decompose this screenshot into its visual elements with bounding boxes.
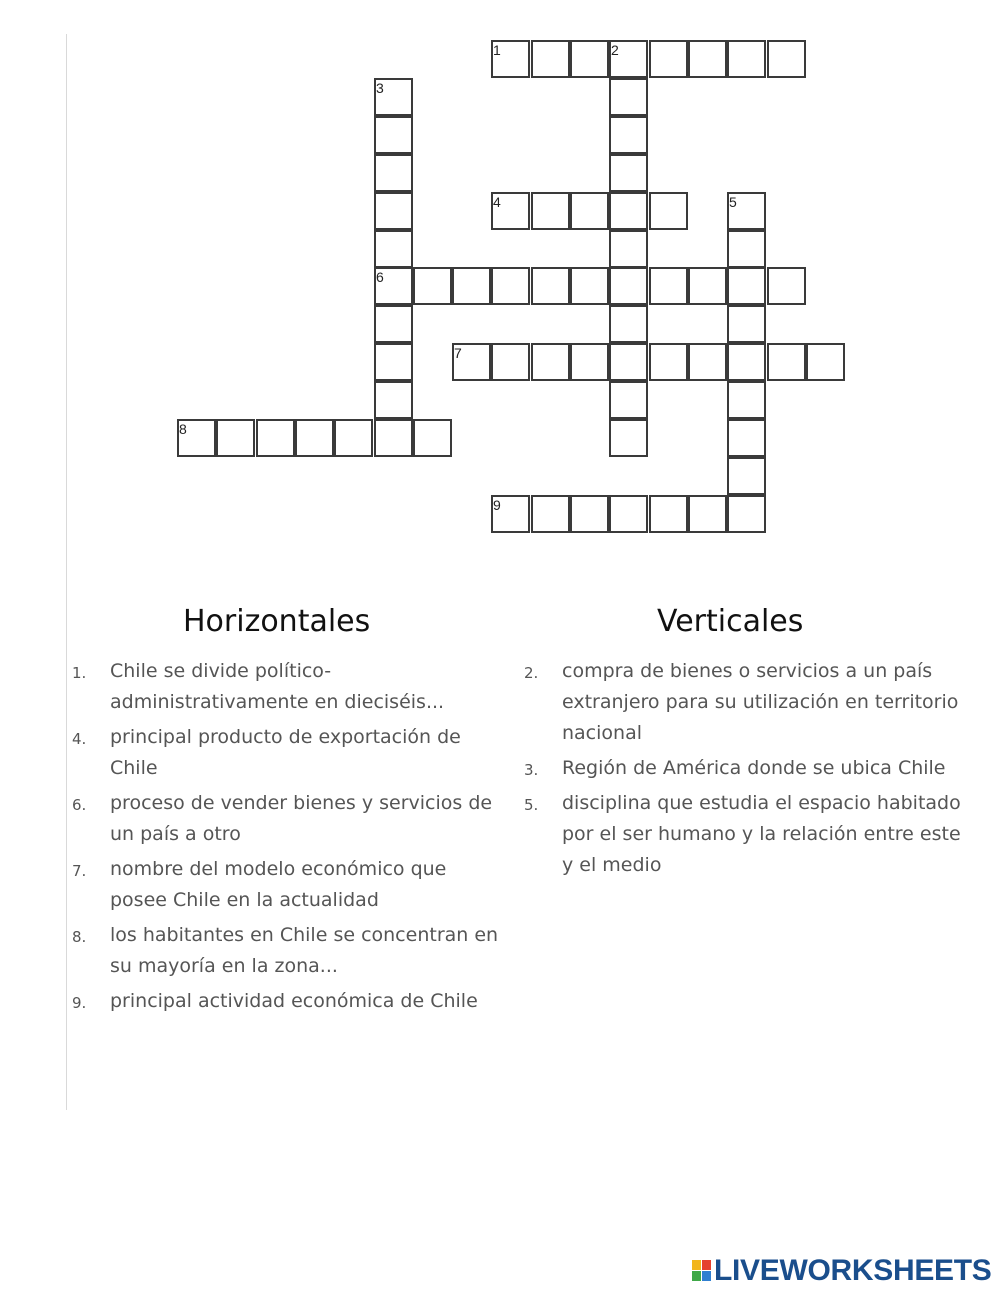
crossword-cell[interactable]	[727, 230, 766, 268]
clue-item	[524, 656, 964, 749]
clue-item	[524, 788, 964, 881]
cell-number-7: 7	[454, 345, 462, 361]
crossword-cell[interactable]	[374, 78, 413, 116]
crossword-cell[interactable]	[609, 230, 648, 268]
clue-number: 7.	[72, 862, 87, 880]
crossword-cell[interactable]	[727, 419, 766, 457]
crossword-cell[interactable]	[413, 267, 452, 305]
crossword-cell[interactable]	[609, 192, 648, 230]
clue-number: 1.	[72, 664, 87, 682]
crossword-cell[interactable]	[295, 419, 334, 457]
clue-number: 5.	[524, 796, 539, 814]
clue-text: los habitantes en Chile se concentran en su mayoría en la zona...	[110, 924, 499, 977]
clue-number: 2.	[524, 664, 539, 682]
verticales-clue-list	[524, 656, 964, 885]
crossword-cell[interactable]	[491, 495, 530, 533]
crossword-cell[interactable]	[609, 116, 648, 154]
clue-item	[72, 722, 502, 784]
clue-item	[72, 986, 502, 1017]
horizontales-clue-list	[72, 656, 502, 1021]
crossword-cell[interactable]	[216, 419, 255, 457]
clue-item	[72, 854, 502, 916]
cell-number-9: 9	[493, 497, 501, 513]
cell-number-2: 2	[611, 42, 619, 58]
crossword-cell[interactable]	[531, 267, 570, 305]
clue-number: 3.	[524, 761, 539, 779]
crossword-cell[interactable]	[727, 305, 766, 343]
crossword-cell[interactable]	[767, 343, 806, 381]
crossword-cell[interactable]	[374, 116, 413, 154]
horizontales-heading: Horizontales	[183, 604, 371, 639]
crossword-cell[interactable]	[609, 305, 648, 343]
crossword-cell[interactable]	[609, 419, 648, 457]
crossword-cell[interactable]	[531, 495, 570, 533]
liveworksheets-logo-icon	[692, 1260, 712, 1282]
crossword-cell[interactable]	[649, 40, 688, 78]
crossword-cell[interactable]	[374, 267, 413, 305]
clue-text: nombre del modelo económico que posee Chile en la actualidad	[110, 858, 447, 911]
crossword-cell[interactable]	[374, 154, 413, 192]
cell-number-3: 3	[376, 80, 384, 96]
crossword-cell[interactable]	[256, 419, 295, 457]
crossword-cell[interactable]	[649, 192, 688, 230]
crossword-cell[interactable]	[727, 192, 766, 230]
clue-number: 4.	[72, 730, 87, 748]
clue-text: principal producto de exportación de Chile	[110, 726, 461, 779]
crossword-cell[interactable]	[688, 40, 727, 78]
crossword-cell[interactable]	[727, 40, 766, 78]
clue-text: Región de América donde se ubica Chile	[562, 757, 946, 779]
crossword-grid	[0, 0, 1000, 560]
cell-number-5: 5	[729, 194, 737, 210]
crossword-cell[interactable]	[649, 343, 688, 381]
clue-number: 6.	[72, 796, 87, 814]
crossword-cell[interactable]	[491, 267, 530, 305]
clue-item	[72, 656, 502, 718]
crossword-cell[interactable]	[609, 78, 648, 116]
crossword-cell[interactable]	[491, 40, 530, 78]
crossword-cell[interactable]	[413, 419, 452, 457]
crossword-cell[interactable]	[570, 343, 609, 381]
crossword-cell[interactable]	[491, 343, 530, 381]
crossword-cell[interactable]	[570, 495, 609, 533]
crossword-cell[interactable]	[688, 495, 727, 533]
crossword-cell[interactable]	[727, 381, 766, 419]
crossword-cell[interactable]	[374, 305, 413, 343]
crossword-cell[interactable]	[374, 343, 413, 381]
crossword-cell[interactable]	[727, 457, 766, 495]
crossword-cell[interactable]	[609, 495, 648, 533]
crossword-cell[interactable]	[649, 267, 688, 305]
crossword-cell[interactable]	[688, 343, 727, 381]
clue-item	[524, 753, 964, 784]
clue-number: 9.	[72, 994, 87, 1012]
cell-number-1: 1	[493, 42, 501, 58]
clue-item	[72, 920, 502, 982]
crossword-cell[interactable]	[688, 267, 727, 305]
clue-item	[72, 788, 502, 850]
crossword-cell[interactable]	[374, 192, 413, 230]
crossword-cell[interactable]	[609, 154, 648, 192]
crossword-cell[interactable]	[334, 419, 373, 457]
crossword-cell[interactable]	[452, 343, 491, 381]
crossword-cell[interactable]	[531, 192, 570, 230]
cell-number-4: 4	[493, 194, 501, 210]
crossword-cell[interactable]	[609, 381, 648, 419]
crossword-cell[interactable]	[727, 267, 766, 305]
liveworksheets-brand-name: LIVEWORKSHEETS	[714, 1254, 992, 1287]
crossword-cell[interactable]	[649, 495, 688, 533]
cell-number-8: 8	[179, 421, 187, 437]
crossword-cell[interactable]	[374, 419, 413, 457]
crossword-cell[interactable]	[570, 267, 609, 305]
clue-text: proceso de vender bienes y servicios de un país a otro	[110, 792, 493, 845]
crossword-cell[interactable]	[531, 343, 570, 381]
clue-text: compra de bienes o servicios a un país extranjero para su utilización en territorio nacional	[562, 660, 959, 744]
crossword-cell[interactable]	[767, 40, 806, 78]
crossword-cell[interactable]	[491, 192, 530, 230]
clue-text: disciplina que estudia el espacio habitado por el ser humano y la relación entre este y el medio	[562, 792, 961, 876]
crossword-cell[interactable]	[177, 419, 216, 457]
clue-text: Chile se divide político-administrativamente en dieciséis...	[110, 660, 445, 713]
crossword-cell[interactable]	[570, 192, 609, 230]
crossword-cell[interactable]	[727, 495, 766, 533]
crossword-cell[interactable]	[609, 267, 648, 305]
verticales-heading: Verticales	[657, 604, 804, 639]
crossword-cell[interactable]	[806, 343, 845, 381]
crossword-cell[interactable]	[570, 40, 609, 78]
cell-number-6: 6	[376, 269, 384, 285]
crossword-cell[interactable]	[531, 40, 570, 78]
clue-text: principal actividad económica de Chile	[110, 990, 478, 1012]
crossword-cell[interactable]	[727, 343, 766, 381]
crossword-cell[interactable]	[452, 267, 491, 305]
clue-number: 8.	[72, 928, 87, 946]
crossword-cell[interactable]	[374, 381, 413, 419]
crossword-cell[interactable]	[767, 267, 806, 305]
crossword-cell[interactable]	[609, 40, 648, 78]
crossword-cell[interactable]	[374, 230, 413, 268]
crossword-cell[interactable]	[609, 343, 648, 381]
liveworksheets-logo	[692, 1254, 992, 1288]
